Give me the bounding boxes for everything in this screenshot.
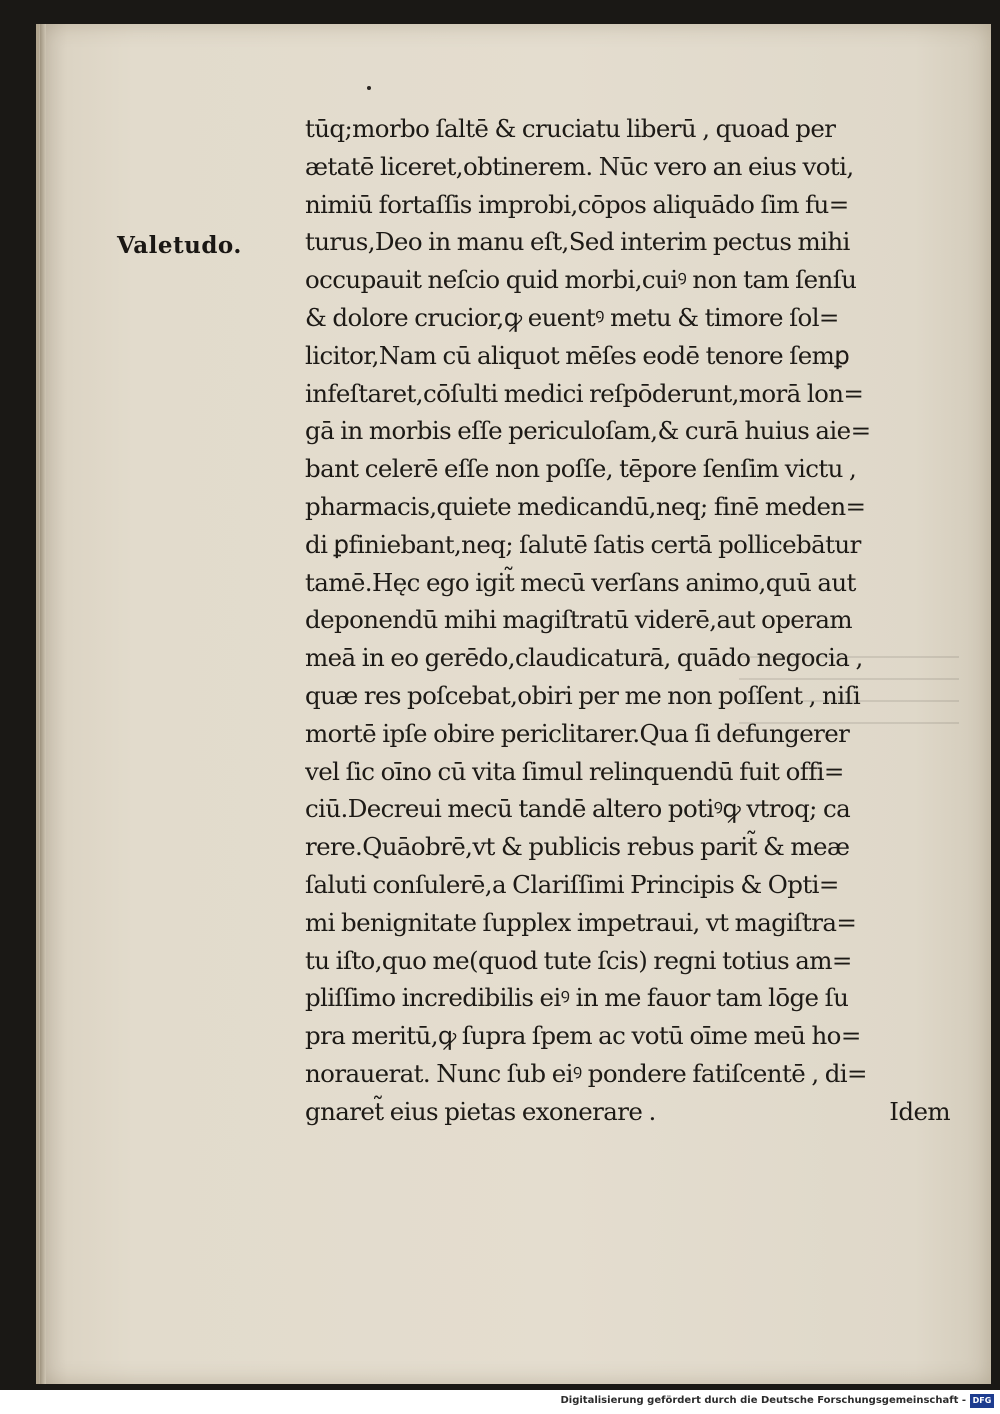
text-line: norauerat. Nunc ſub eiꝰ pondere fatiſcentē , di=: [305, 1058, 867, 1088]
printer-mark: [367, 86, 371, 90]
text-line-last: [305, 1093, 950, 1131]
text-line: bant celerē eſſe non poſſe, tēpore ſenſim victu ,: [305, 454, 857, 484]
text-line: ciū.Decreui mecū tandē altero potiꝰꝙ vtroq; ca: [305, 794, 851, 824]
text-line: deponendū mihi magiſtratū viderē,aut operam: [305, 605, 852, 635]
text-line: pharmacis,quiete medicandū,neq; finē meden=: [305, 491, 866, 521]
text-line: mortē ipſe obire periclitarer.Qua ſi defungerer: [305, 718, 850, 748]
text-line: turus,Deo in manu eſt,Sed interim pectus mihi: [305, 227, 850, 257]
text-line: nimiū fortaſſis improbi,cōpos aliquādo ſim fu=: [305, 189, 849, 219]
text-line: occupauit neſcio quid morbi,cuiꝰ non tam ſenſu: [305, 265, 857, 295]
text-line: tamē.Hęc ego igit̃ mecū verſans animo,quū aut: [305, 567, 856, 597]
margin-note: Valetudo.: [117, 232, 242, 259]
text-line: rere.Quāobrē,vt & publicis rebus parit̃ & meæ: [305, 832, 850, 862]
dfg-logo-icon: DFG: [970, 1394, 994, 1408]
text-line: quæ res poſcebat,obiri per me non poſſent , niſi: [305, 680, 861, 710]
text-line: tūq;morbo ſaltē & cruciatu liberū , quoad per: [305, 114, 836, 143]
text-line: ætatē liceret,obtinerem. Nūc vero an eius voti,: [305, 151, 854, 181]
page-gutter-edge: [40, 24, 46, 1384]
catchword: Idem: [889, 1096, 950, 1126]
text-line: vel ſic oīno cū vita ſimul relinquendū fuit offi=: [305, 756, 844, 786]
footer-credit: Digitalisierung gefördert durch die Deutsche Forschungsgemeinschaft -: [560, 1395, 966, 1406]
text-line: pra meritū,ꝙ ſupra ſpem ac votū oīme meū ho=: [305, 1021, 861, 1051]
main-text-block: [305, 110, 950, 1131]
text-line: & dolore crucior,ꝙ euentꝰ metu & timore ſol=: [305, 302, 839, 332]
text-line: meā in eo gerēdo,claudicaturā, quādo negocia ,: [305, 643, 863, 673]
text-line: di ꝑfiniebant,neq; ſalutē ſatis certā pollicebātur: [305, 529, 861, 559]
text-line: licitor,Nam cū aliquot mēſes eodē tenore ſemꝑ: [305, 340, 850, 370]
text-line: pliſſimo incredibilis eiꝰ in me fauor tam lōge ſu: [305, 983, 849, 1013]
text-line: gā in morbis eſſe periculoſam,& curā huius aie=: [305, 416, 871, 446]
text-line: tu iſto,quo me(quod tute ſcis) regni totius am=: [305, 945, 852, 975]
text-line: ſaluti conſulerē,a Clariſſimi Principis & Opti=: [305, 869, 839, 899]
text-line-final: gnaret̃ eius pietas exonerare .: [305, 1096, 656, 1126]
footer-bar: [0, 1390, 1000, 1414]
text-line: infeſtaret,cōſulti medici reſpōderunt,morā lon=: [305, 378, 864, 408]
text-line: mi benignitate ſupplex impetraui, vt magiſtra=: [305, 907, 857, 937]
